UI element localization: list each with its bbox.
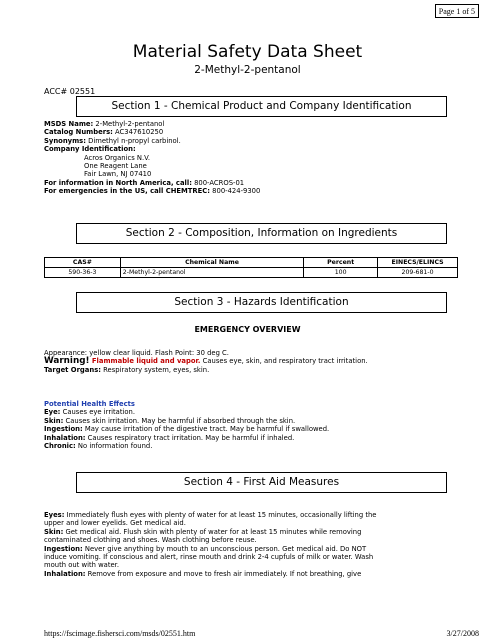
- table-row: [45, 268, 458, 278]
- company-label: Company Identification:: [44, 145, 136, 154]
- appearance-line: Appearance: yellow clear liquid. Flash Point: 30 deg C.: [44, 349, 229, 357]
- ingestion-value: May cause irritation of the digestive tract. May be harmful if swallowed.: [82, 425, 330, 434]
- page-number: Page 1 of 5: [435, 4, 479, 18]
- first-aid-eyes-label: Eyes:: [44, 511, 65, 519]
- skin-effect-line: [44, 417, 329, 425]
- section-3-heading: Section 3 - Hazards Identification: [76, 292, 447, 313]
- ingestion-effect-line: [44, 425, 329, 433]
- company-street: One Reagent Lane: [84, 162, 147, 171]
- first-aid-ingestion-label: Ingestion:: [44, 544, 83, 553]
- company-city: Fair Lawn, NJ 07410: [84, 170, 152, 179]
- emergency-overview-body: [44, 349, 368, 375]
- first-aid-skin-line: [44, 528, 456, 536]
- section-1-heading: Section 1 - Chemical Product and Company Identification: [76, 96, 447, 117]
- warning-word: Warning!: [44, 356, 90, 367]
- einecs-cell: 209-681-0: [378, 268, 458, 278]
- first-aid-eyes-line: [44, 511, 456, 519]
- emergency-line: [44, 187, 260, 195]
- cas-cell: 590-36-3: [45, 268, 121, 278]
- msds-name-value: 2-Methyl-2-pentanol: [93, 120, 165, 128]
- catalog-label: Catalog Numbers:: [44, 128, 113, 137]
- section-1-body: [44, 120, 260, 196]
- emergency-label: For emergencies in the US, call CHEMTREC:: [44, 187, 211, 196]
- column-header: CAS#: [45, 258, 121, 268]
- synonyms-label: Synonyms:: [44, 136, 86, 145]
- ingestion-label: Ingestion:: [44, 425, 83, 434]
- chronic-effect-line: [44, 442, 329, 450]
- ingredients-header-row: [45, 258, 458, 268]
- column-header: Chemical Name: [120, 258, 303, 268]
- first-aid-ingestion-value: Never give anything by mouth to an unconscious person. Get medical aid. Do NOT: [82, 544, 367, 553]
- catalog-line: [44, 128, 260, 136]
- first-aid-body: [44, 511, 456, 578]
- first-aid-skin-value: Get medical aid. Flush skin with plenty of water for at least 15 minutes while removing: [63, 527, 362, 536]
- section-4-heading: Section 4 - First Aid Measures: [76, 472, 447, 493]
- first-aid-inhalation-value: Remove from exposure and move to fresh air immediately. If not breathing, give: [85, 569, 362, 578]
- north-america-phone: 800-ACROS-01: [191, 178, 245, 187]
- skin-label: Skin:: [44, 416, 64, 425]
- target-organs-label: Target Organs:: [44, 366, 101, 375]
- first-aid-inhalation-line: [44, 570, 456, 578]
- document-subtitle: 2-Methyl-2-pentanol: [194, 64, 301, 76]
- footer-url[interactable]: https://fscimage.fishersci.com/msds/02551.htm: [44, 629, 196, 638]
- warning-line: [44, 357, 368, 366]
- catalog-value: AC347610250: [112, 128, 164, 137]
- column-header: Percent: [304, 258, 378, 268]
- warning-text: Causes eye, skin, and respiratory tract irritation.: [200, 357, 368, 366]
- chemical-name-cell: 2-Methyl-2-pentanol: [120, 268, 303, 278]
- inhalation-value: Causes respiratory tract irritation. May be harmful if inhaled.: [85, 433, 295, 442]
- acc-number: ACC# 02551: [44, 87, 96, 96]
- flammable-warning: Flammable liquid and vapor.: [89, 357, 201, 366]
- footer-date: 3/27/2008: [446, 629, 479, 638]
- first-aid-eyes-value: Immediately flush eyes with plenty of water for at least 15 minutes, occasionally lifting the: [64, 511, 377, 519]
- first-aid-ingestion-cont: mouth out with water.: [44, 561, 119, 570]
- first-aid-inhalation-label: Inhalation:: [44, 569, 86, 578]
- section-2-heading: Section 2 - Composition, Information on Ingredients: [76, 223, 447, 244]
- emergency-overview-title: EMERGENCY OVERVIEW: [194, 325, 301, 334]
- first-aid-eyes-cont: upper and lower eyelids. Get medical aid.: [44, 519, 186, 528]
- first-aid-ingestion-line: [44, 545, 456, 553]
- eye-label: Eye:: [44, 408, 61, 417]
- company-name: Acros Organics N.V.: [84, 153, 151, 162]
- synonyms-value: Dimethyl n-propyl carbinol.: [85, 136, 181, 145]
- health-effects-block: [44, 400, 329, 450]
- msds-name-label: MSDS Name:: [44, 120, 94, 128]
- ingredients-table: [44, 257, 458, 278]
- inhalation-effect-line: [44, 434, 329, 442]
- chronic-label: Chronic:: [44, 442, 76, 451]
- chronic-value: No information found.: [75, 442, 153, 451]
- msds-name-line: [44, 120, 260, 128]
- north-america-line: [44, 179, 260, 187]
- first-aid-skin-label: Skin:: [44, 527, 64, 536]
- inhalation-label: Inhalation:: [44, 433, 86, 442]
- target-organs-value: Respiratory system, eyes, skin.: [100, 366, 210, 375]
- column-header: EINECS/ELINCS: [378, 258, 458, 268]
- company-line: [44, 145, 260, 153]
- eye-effect-line: [44, 408, 329, 416]
- health-effects-title: Potential Health Effects: [44, 400, 135, 408]
- synonyms-line: [44, 137, 260, 145]
- document-title: Material Safety Data Sheet: [132, 42, 363, 62]
- emergency-phone: 800-424-9300: [210, 187, 261, 196]
- target-organs-line: [44, 366, 368, 374]
- eye-value: Causes eye irritation.: [60, 408, 136, 417]
- skin-value: Causes skin irritation. May be harmful if absorbed through the skin.: [63, 416, 296, 425]
- first-aid-ingestion-cont: induce vomiting. If conscious and alert, rinse mouth and drink 2-4 cupfuls of milk or water. Wash: [44, 553, 374, 562]
- north-america-label: For information in North America, call:: [44, 178, 192, 187]
- first-aid-skin-cont: contaminated clothing and shoes. Wash clothing before reuse.: [44, 536, 257, 545]
- percent-cell: 100: [304, 268, 378, 278]
